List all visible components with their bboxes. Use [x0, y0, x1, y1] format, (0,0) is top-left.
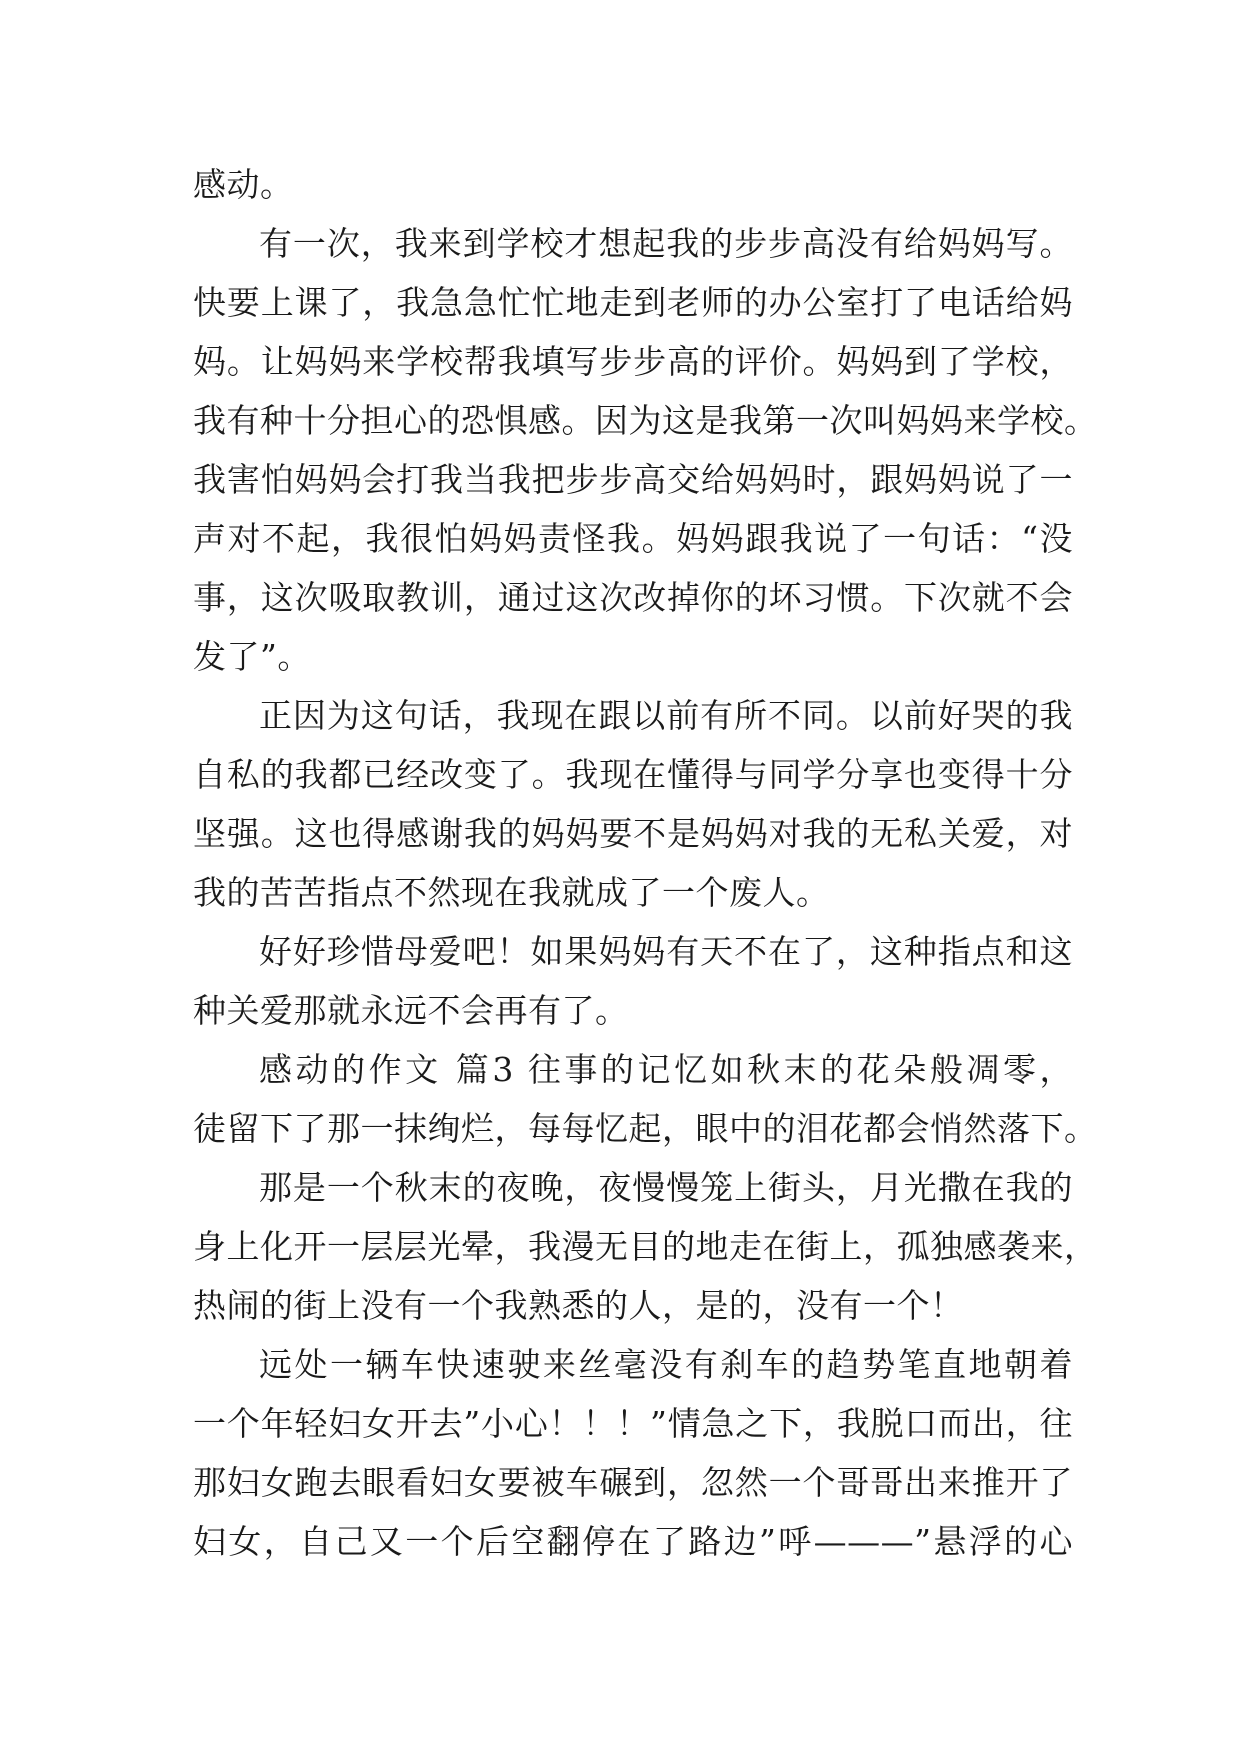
- text-line: 热闹的街上没有一个我熟悉的人，是的，没有一个！: [193, 1286, 964, 1325]
- text-line: 我的苦苦指点不然现在我就成了一个废人。: [193, 873, 830, 912]
- text-line: 有一次，我来到学校才想起我的步步高没有给妈妈写。: [259, 224, 1073, 263]
- text-line: 声对不起，我很怕妈妈责怪我。妈妈跟我说了一句话：“没: [193, 519, 1073, 558]
- text-line: 那妇女跑去眼看妇女要被车碾到，忽然一个哥哥出来推开了: [193, 1463, 1073, 1502]
- text-line: 事，这次吸取教训，通过这次改掉你的坏习惯。下次就不会: [193, 578, 1073, 617]
- section-heading-line: 感动的作文 篇3 往事的记忆如秋末的花朵般凋零，: [259, 1050, 1073, 1089]
- text-line: 身上化开一层层光晕，我漫无目的地走在街上，孤独感袭来，: [193, 1227, 1098, 1266]
- text-line: 妈。让妈妈来学校帮我填写步步高的评价。妈妈到了学校，: [193, 342, 1073, 381]
- text-line: 自私的我都已经改变了。我现在懂得与同学分享也变得十分: [193, 755, 1073, 794]
- text-line: 我有种十分担心的恐惧感。因为这是我第一次叫妈妈来学校。: [193, 401, 1098, 440]
- text-line: 徒留下了那一抹绚烂，每每忆起，眼中的泪花都会悄然落下。: [193, 1109, 1098, 1148]
- text-line: 坚强。这也得感谢我的妈妈要不是妈妈对我的无私关爱，对: [193, 814, 1073, 853]
- text-line: 远处一辆车快速驶来丝毫没有刹车的趋势笔直地朝着: [259, 1345, 1073, 1384]
- text-line: 好好珍惜母爱吧！如果妈妈有天不在了，这种指点和这: [259, 932, 1073, 971]
- text-line: 发了”。: [193, 637, 311, 676]
- text-line: 快要上课了，我急急忙忙地走到老师的办公室打了电话给妈: [193, 283, 1073, 322]
- text-line: 我害怕妈妈会打我当我把步步高交给妈妈时，跟妈妈说了一: [193, 460, 1073, 499]
- text-line: 正因为这句话，我现在跟以前有所不同。以前好哭的我: [259, 696, 1073, 735]
- text-line: 种关爱那就永远不会再有了。: [193, 991, 629, 1030]
- text-line: 那是一个秋末的夜晚，夜慢慢笼上街头，月光撒在我的: [259, 1168, 1073, 1207]
- text-line: 妇女，自己又一个后空翻停在了路边”呼———”悬浮的心: [193, 1522, 1073, 1561]
- text-line: 感动。: [193, 165, 294, 204]
- text-line: 一个年轻妇女开去”小心！！！”情急之下，我脱口而出，往: [193, 1404, 1073, 1443]
